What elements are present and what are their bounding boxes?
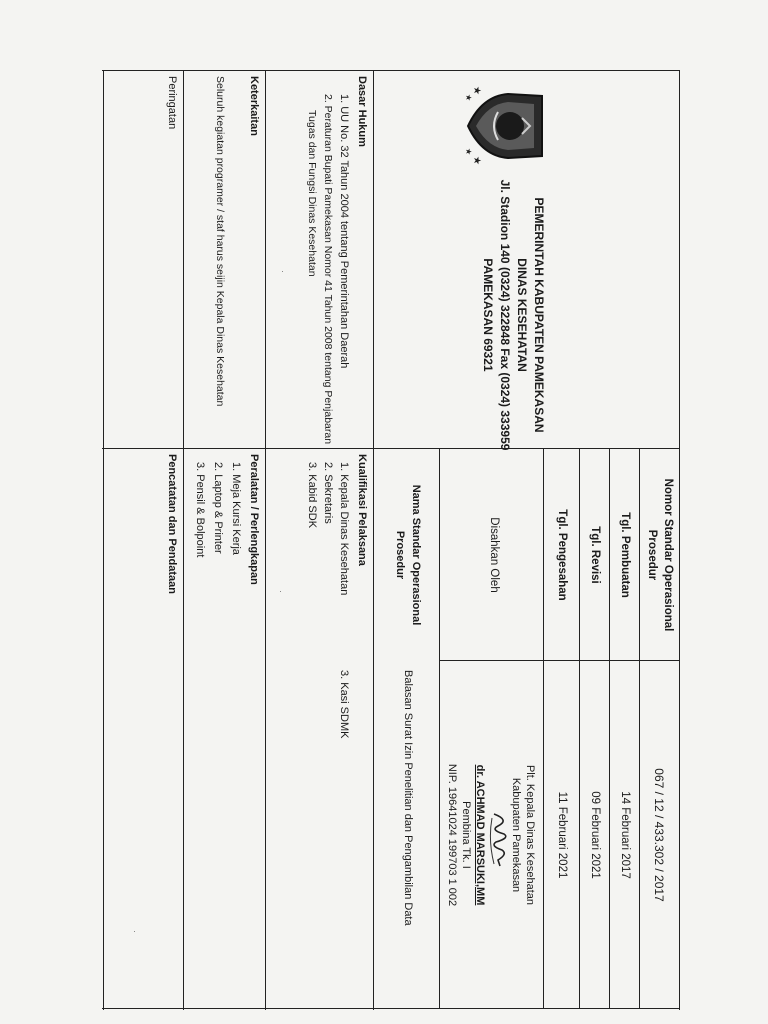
kualifikasi-item-extra: 3. Kasi SDMK	[338, 670, 350, 739]
pengesahan-label: Tgl. Pengesahan	[556, 509, 568, 601]
dasar-hukum-item: 2. Peraturan Bupati Pamekasan Nomor 41 Tahun 2008 tentang Penjabaran	[322, 94, 334, 445]
signer-title: Plt. Kepala Dinas Kesehatan	[524, 764, 536, 906]
kualifikasi-item: 3. Kabid SDK	[306, 462, 318, 529]
disahkan-label: Disahkan Oleh	[488, 517, 500, 593]
nomor-label-2: Prosedur	[646, 529, 658, 581]
row-disahkan-bottom	[439, 448, 440, 1008]
signer-rank: Pembina Tk. I	[460, 801, 472, 869]
nomor-label: Nomor Standar Operasional	[662, 478, 674, 632]
keterkaitan-title: Keterkaitan	[248, 76, 260, 136]
org-name: PEMERINTAH KABUPATEN PAMEKASAN	[532, 197, 546, 433]
border-bottom	[103, 70, 104, 1010]
keterkaitan-text: Seluruh kegiatan programer / staf harus seijin Kepala Dinas Kesehatan	[214, 76, 226, 407]
nama-label: Nama Standar Operasional	[410, 484, 422, 626]
row-pengesahan-bottom	[543, 448, 544, 1008]
divider-peringatan	[183, 70, 184, 1010]
pembuatan-value: 14 Februari 2017	[619, 791, 631, 879]
kualifikasi-item: 1. Kepala Dinas Kesehatan	[338, 462, 350, 596]
kualifikasi-item: 2. Sekretaris	[322, 462, 334, 524]
peralatan-title: Peralatan / Perlengkapan	[248, 454, 260, 585]
border-top	[679, 70, 680, 1010]
org-unit: DINAS KESEHATAN	[515, 258, 529, 372]
dasar-hukum-item: 1. UU No. 32 Tahun 2004 tentang Pemerintahan Daerah	[338, 94, 350, 369]
peralatan-item: 3. Pensil & Bolpoint	[194, 462, 206, 558]
signer-nip: NIP. 19641024 199703 1 002	[446, 763, 458, 907]
peralatan-item: 2. Laptop & Printer	[212, 462, 224, 554]
sop-document	[100, 70, 680, 1010]
peralatan-item: 1. Meja Kursi Kerja	[230, 462, 242, 555]
nomor-value: 067 / 12 / 433.302 / 2017	[652, 768, 666, 902]
revisi-label: Tgl. Revisi	[589, 526, 601, 584]
signer-title-2: Kabupaten Pamekasan	[510, 777, 522, 893]
pencatatan-title: Pencatatan dan Pendataan	[166, 454, 178, 594]
pembuatan-label: Tgl. Pembuatan	[619, 512, 631, 598]
revisi-value: 09 Februari 2021	[589, 791, 601, 879]
row-nomor-bottom	[639, 448, 640, 1008]
kualifikasi-title: Kualifikasi Pelaksana	[356, 454, 368, 566]
svg-text:★: ★	[464, 148, 473, 156]
nama-value: Balasan Surat Izin Penelitian dan Pengambilan Data	[402, 670, 414, 926]
dasar-hukum-title: Dasar Hukum	[356, 76, 368, 147]
pengesahan-value: 11 Februari 2021	[556, 791, 568, 879]
signer-name: dr. ACHMAD MARSUKI,MM	[474, 764, 486, 906]
divider-header	[373, 70, 374, 1010]
peringatan-title: Peringatan	[166, 76, 178, 130]
border-left	[102, 70, 680, 71]
row-revisi-bottom	[579, 448, 580, 1008]
scan-speck: ·	[278, 270, 288, 273]
signature	[488, 810, 512, 870]
regency-logo	[464, 78, 548, 174]
border-right	[102, 1008, 680, 1009]
scan-speck: ·	[130, 930, 140, 933]
dasar-hukum-item-cont: Tugas dan Fungsi Dinas Kesehatan	[306, 110, 318, 277]
org-address: Jl. Stadion 140 (0324) 322848 Fax (0324) 333959	[498, 179, 512, 451]
nama-label-2: Prosedur	[394, 530, 406, 580]
org-city: PAMEKASAN 69321	[481, 258, 495, 372]
row-pembuatan-bottom	[609, 448, 610, 1008]
svg-text:★: ★	[471, 156, 482, 165]
svg-text:★: ★	[464, 94, 473, 102]
divider-keterkaitan	[265, 70, 266, 1010]
scan-speck: ·	[276, 590, 286, 593]
svg-text:★: ★	[471, 86, 482, 95]
